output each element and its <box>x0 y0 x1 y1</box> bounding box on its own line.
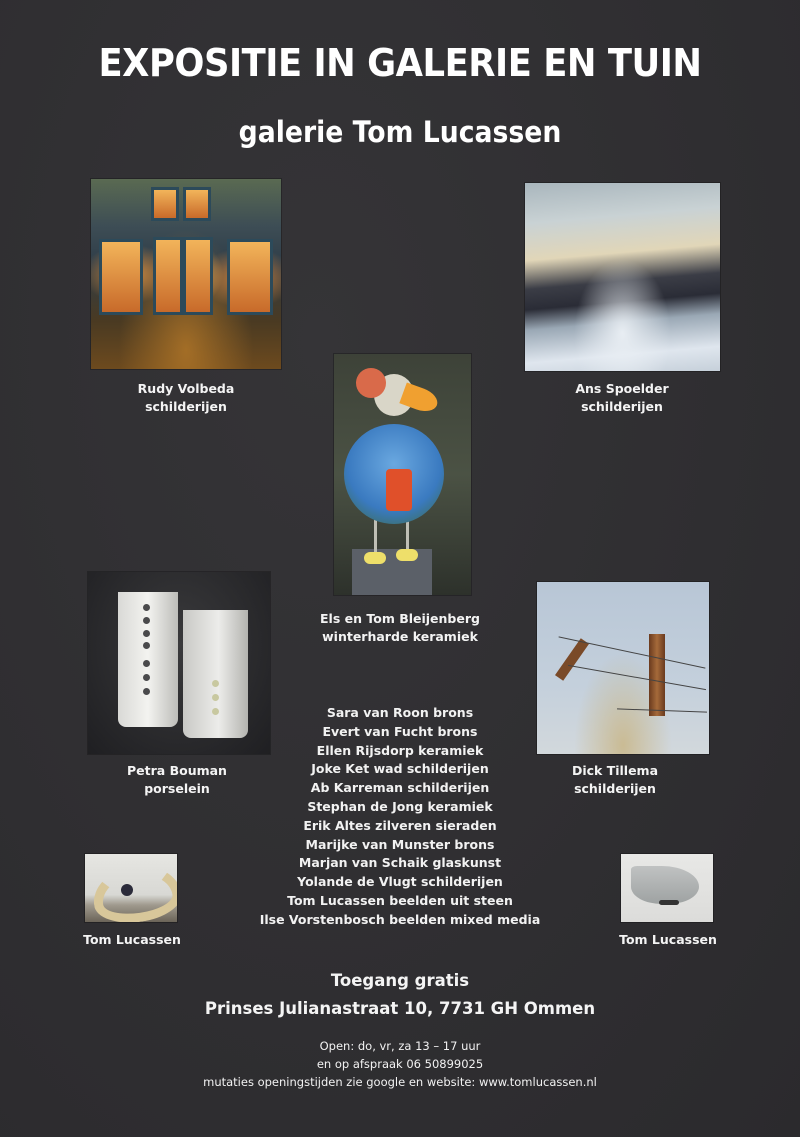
artist-name: Tom Lucassen <box>83 932 181 947</box>
artist-caption-lucassen-left <box>62 931 202 949</box>
artist-medium: winterharde keramiek <box>322 629 478 644</box>
artist-name: Ans Spoelder <box>575 381 669 396</box>
list-item: Ellen Rijsdorp keramiek <box>316 742 484 758</box>
artist-caption-spoelder <box>522 380 722 416</box>
artist-name: Tom Lucassen <box>619 932 717 947</box>
list-item: Erik Altes zilveren sieraden <box>303 817 497 833</box>
list-item: Sara van Roon brons <box>326 705 474 720</box>
list-item: Evert van Fucht brons <box>322 723 478 739</box>
artist-name: Dick Tillema <box>571 763 659 778</box>
artist-name: Rudy Volbeda <box>137 381 235 396</box>
artist-caption-volbeda <box>86 380 286 416</box>
list-item: Stephan de Jong keramiek <box>307 798 493 814</box>
list-item: Marijke van Munster brons <box>305 836 495 852</box>
list-item: Tom Lucassen beelden uit steen <box>287 892 513 908</box>
list-item: Ab Karreman schilderijen <box>310 780 490 796</box>
list-item: Joke Ket wad schilderijen <box>311 761 489 777</box>
admission-text: Toegang gratis <box>330 971 470 990</box>
opening-info <box>0 1037 800 1091</box>
artist-medium: schilderijen <box>581 399 663 414</box>
artwork-image-bleijenberg <box>334 354 471 595</box>
list-item: Marjan van Schaik glaskunst <box>298 855 502 871</box>
artist-medium: schilderijen <box>574 781 656 796</box>
artwork-image-volbeda <box>91 179 281 369</box>
artist-caption-lucassen-right <box>598 931 738 949</box>
artist-caption-bleijenberg <box>300 610 500 646</box>
artist-list <box>200 704 600 930</box>
website-note: mutaties openingstijden zie google en website: www.tomlucassen.nl <box>203 1075 597 1089</box>
opening-hours: Open: do, vr, za 13 – 17 uur <box>319 1039 481 1053</box>
appointment-phone: en op afspraak 06 50899025 <box>316 1057 484 1071</box>
artist-medium: porselein <box>144 781 210 796</box>
artist-name: Els en Tom Bleijenberg <box>320 611 480 626</box>
gallery-address: Prinses Julianastraat 10, 7731 GH Ommen <box>204 999 596 1018</box>
artwork-image-lucassen-bowl <box>621 854 713 922</box>
artist-name: Petra Bouman <box>127 763 227 778</box>
artwork-image-spoelder <box>525 183 720 371</box>
poster-title: EXPOSITIE IN GALERIE EN TUIN <box>98 41 702 85</box>
artist-medium: schilderijen <box>145 399 227 414</box>
artwork-image-lucassen-crescent <box>85 854 177 922</box>
gallery-name: galerie Tom Lucassen <box>238 115 562 149</box>
list-item: Ilse Vorstenbosch beelden mixed media <box>259 911 541 927</box>
list-item: Yolande de Vlugt schilderijen <box>297 874 503 890</box>
